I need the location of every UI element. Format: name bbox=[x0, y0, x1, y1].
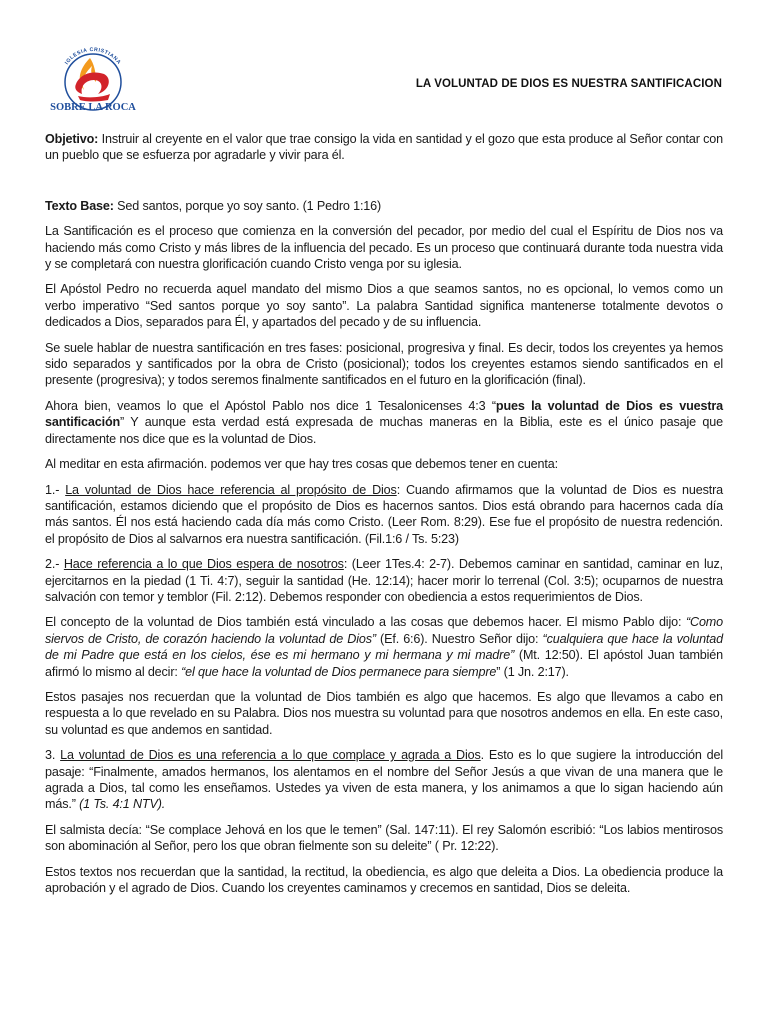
paragraph-8-text-d: ” (1 Jn. 2:17). bbox=[496, 664, 569, 679]
paragraph-12: Estos textos nos recuerdan que la santidad, la rectitud, la obediencia, es algo que deleita a Dios. La obediencia produce la aprobación y el agrado de Dios. Cuando los creyentes caminamos y crecemos en santidad, Dios se deleita. bbox=[45, 864, 723, 896]
point-3-heading: La voluntad de Dios es una referencia a lo que complace y agrada a Dios bbox=[60, 748, 481, 763]
paragraph-8-text-b: (Ef. 6:6). Nuestro Señor dijo: bbox=[375, 631, 543, 646]
point-1-text: : Cuando afirmamos que la voluntad de Dios es nuestra santificación, estamos diciendo que el propósito de Dios es hacernos santos. Dios está obrando para hacernos cada día más santos. Él nos está haciendo cada día más como Cristo. (Leer Rom. 8:29). Ese fue el propósito de nuestra redención. el propósito de Dios al salvarnos era nuestra santificación. (Fil.1:6 / Ts. 5:23) bbox=[45, 482, 723, 546]
point-3-number: 3. bbox=[45, 748, 61, 763]
point-3-paragraph bbox=[45, 747, 723, 813]
point-1-paragraph bbox=[45, 482, 723, 548]
objective-text: Instruir al creyente en el valor que trae consigo la vida en santidad y el gozo que esta produce al Señor contar con un pueblo que se esfuerza por agradarle y vivir para él. bbox=[45, 132, 723, 163]
paragraph-4-bold: pues la voluntad de Dios es vuestra santificación bbox=[45, 398, 723, 430]
base-text-paragraph bbox=[45, 198, 723, 214]
paragraph-2: El Apóstol Pedro no recuerda aquel mandato del mismo Dios a que seamos santos, no es opcional, lo vemos como un verbo imperativo “Sed santos porque yo soy santo”. La palabra Santidad significa mantenerse totalmente devotos o dedicados a Dios, separados para Él, y apartados del pecado y de su influencia. bbox=[45, 282, 723, 330]
point-1-number: 1.- bbox=[45, 482, 66, 497]
point-3-text: . Esto es lo que sugiere la introducción del pasaje: “Finalmente, amados hermanos, los alentamos en el nombre del Señor Jesús a que vivan de una manera que le agrada a Dios, tal como les enseñamos. Ustedes ya viven de esta manera, y los animamos a que lo sigan haciendo aún más.” bbox=[45, 748, 723, 812]
paragraph-8-text-c: (Mt. 12:50). El apóstol Juan también afirmó lo mismo al decir: bbox=[45, 648, 723, 679]
paragraph-8-text-a: El concepto de la voluntad de Dios también está vinculado a las cosas que debemos hacer. El mismo Pablo dijo: bbox=[45, 615, 686, 630]
objective-label: Objetivo: bbox=[45, 132, 99, 146]
point-3-reference: (1 Ts. 4:1 NTV). bbox=[79, 797, 166, 812]
paragraph-4-text-a: Ahora bien, veamos lo que el Apóstol Pablo nos dice 1 Tesalonicenses 4:3 “ bbox=[45, 398, 496, 413]
paragraph-9: Estos pasajes nos recuerdan que la voluntad de Dios también es algo que hacemos. Es algo que llevamos a cabo en respuesta a lo que revelado en su Palabra. Dios nos muestra su voluntad para que nosotros andemos en ella. En este caso, su voluntad es que andemos en santidad. bbox=[45, 689, 723, 737]
paragraph-5: Al meditar en esta afirmación. podemos ver que hay tres cosas que debemos tener en cuenta: bbox=[45, 457, 558, 472]
logo-arc-text: IGLESIA CRISTIANA bbox=[64, 46, 122, 66]
document-title: LA VOLUNTAD DE DIOS ES NUESTRA SANTIFICACION bbox=[415, 78, 722, 90]
objective-paragraph bbox=[45, 131, 723, 164]
paragraph-3: Se suele hablar de nuestra santificación en tres fases: posicional, progresiva y final. Es decir, todos los creyentes ya hemos sido separados y santificados por la obra de Cristo (posicional); todos los creyentes estamos siendo santificados en el presente (progresiva); y todos seremos finalmente santificados en el futuro en la glorificación (final). bbox=[45, 340, 723, 388]
point-2-heading: Hace referencia a lo que Dios espera de nosotros bbox=[63, 557, 344, 572]
point-2-text: : (Leer 1Tes.4: 2-7). Debemos caminar en santidad, caminar en luz, ejercitarnos en la piedad (1 Ti. 4:7), seguir la santidad (He. 12:14); hacer morir lo terrenal (Col. 3:5); ocuparnos de nuestra salvación con temor y temblor (Fil. 2:12). Debemos responder con obediencia a estos requerimientos de Dios. bbox=[45, 557, 723, 604]
base-text-text: Sed santos, porque yo soy santo. (1 Pedro 1:16) bbox=[113, 198, 382, 213]
paragraph-4-text-b: ” Y aunque esta verdad está expresada de muchas maneras en la Biblia, este es el único pasaje que directamente nos dice que es la voluntad de Dios. bbox=[45, 415, 723, 446]
church-logo bbox=[40, 44, 146, 114]
point-2-number: 2.- bbox=[45, 557, 64, 572]
quote-matthew: “cualquiera que hace la voluntad de mi Padre que está en los cielos, ése es mi hermano y mi hermana y mi madre” bbox=[45, 631, 723, 663]
base-text-label: Texto Base: bbox=[45, 198, 114, 213]
quote-john: “el que hace la voluntad de Dios permanece para siempre bbox=[181, 664, 497, 679]
paragraph-11: El salmista decía: “Se complace Jehová en los que le temen” (Sal. 147:11). El rey Salomón escribió: “Los labios mentirosos son abominación al Señor, pero los que obran fielmente son su deleite” ( Pr. 12:22). bbox=[45, 822, 723, 854]
paragraph-1: La Santificación es el proceso que comienza en la conversión del pecador, por medio del cual el Espíritu de Dios nos va haciendo más como Cristo y más libres de la influencia del pecado. Es un proceso que continuará durante toda nuestra vida y se completará con nuestra glorificación cuando Cristo venga por su iglesia. bbox=[45, 224, 723, 272]
point-1-heading: La voluntad de Dios hace referencia al propósito de Dios bbox=[65, 482, 397, 497]
point-2-paragraph bbox=[45, 556, 723, 605]
logo-text: SOBRE LA ROCA bbox=[50, 102, 136, 113]
paragraph-8 bbox=[45, 614, 723, 680]
paragraph-4 bbox=[45, 398, 723, 447]
quote-ephesians: “Como siervos de Cristo, de corazón haciendo la voluntad de Dios” bbox=[45, 615, 723, 646]
document-body bbox=[45, 131, 723, 905]
